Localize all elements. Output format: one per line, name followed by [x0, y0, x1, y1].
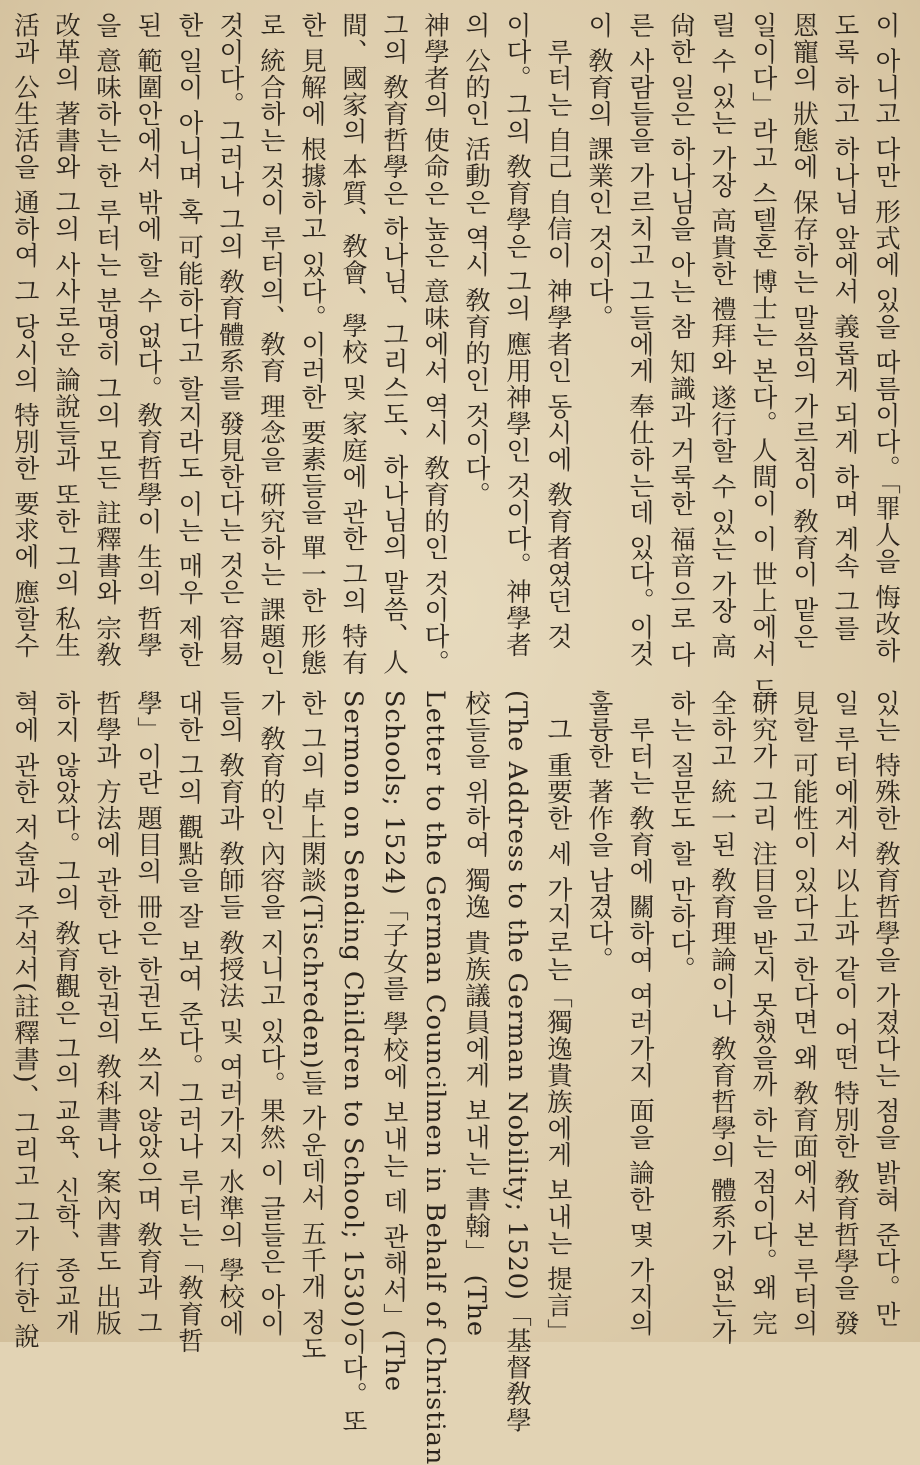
text-column: 도록 하고 하나님 앞에서 義롭게 되게 하며 계속 그를 — [830, 12, 860, 642]
text-column: 대한 그의 觀點을 잘 보여 준다。그러나 루터는「敎育哲 — [174, 690, 204, 1355]
text-column: 恩寵의 狀態에 保存하는 말씀의 가르침이 敎育이 맡은 — [789, 12, 819, 650]
text-column: 된 範圍안에서 밖에 할 수 없다。敎育哲學이 生의 哲學 — [133, 12, 163, 659]
text-column: 校들을 위하여 獨逸 貴族議員에게 보내는 書翰」 (The — [461, 690, 491, 1338]
text-column: 하지 않았다。그의 敎育觀은 그의 교육、신학、종교개 — [51, 690, 81, 1336]
text-column: 硏究가 그리 注目을 받지 못했을까 하는 점이다。왜 完 — [748, 690, 778, 1337]
text-column: 루터는 自己 自信이 神學者인 동시에 敎育者였던 것 — [543, 12, 573, 650]
text-column: 루터는 敎育에 關하여 여러가지 面을 論한 몇 가지의 — [625, 690, 655, 1337]
upper-text-block — [10, 12, 906, 703]
text-column: 그의 敎育哲學은 하나님、그리스도、하나님의 말씀、人 — [379, 12, 409, 676]
text-column: 가 敎育的인 內容을 지니고 있다。果然 이 글들은 아이 — [256, 690, 286, 1337]
text-column: 일 루터에게서 以上과 같이 어떤 特別한 敎育哲學을 發 — [830, 690, 860, 1337]
text-column: (The Address to the German Nobility; 1520)「基督敎學 — [502, 690, 532, 1434]
text-column: 한 그의 卓上閑談(Tischreden)들 가운데서 五千개 정도 — [297, 690, 327, 1362]
text-column: 하는 질문도 할 만하다。 — [666, 690, 696, 983]
text-column: 見할 可能性이 있다고 한다면 왜 敎育面에서 본 루터의 — [789, 690, 819, 1337]
text-column: 改革의 著書와 그의 사사로운 論說들과 또한 그의 私生 — [51, 12, 81, 659]
text-column: 의 公的인 活動은 역시 敎育的인 것이다。 — [461, 12, 491, 509]
text-column: Schools; 1524)「子女를 學校에 보내는 데 관해서」(The — [379, 690, 409, 1393]
text-column: 른 사람들을 가르치고 그들에게 奉仕하는데 있다。이것 — [625, 12, 655, 668]
text-column: 活과 公生活을 通하여 그 당시의 特別한 要求에 應할수 — [10, 12, 40, 659]
text-column: 全하고 統一된 敎育理論이나 敎育哲學의 體系가 없는가 — [707, 690, 737, 1346]
text-column: 것이다。그러나 그의 敎育體系를 發見한다는 것은 容易 — [215, 12, 245, 668]
lower-text-block — [10, 690, 906, 1465]
text-column: 神學者의 使命은 높은 意味에서 역시 敎育的인 것이다。 — [420, 12, 450, 677]
text-column: 일이다」라고 스텔혼 博士는 본다。人間이 이 世上에서 드 — [748, 12, 778, 703]
text-column: Sermon on Sending Children to School; 1530)이다。또 — [338, 690, 368, 1435]
text-column: 이 敎育의 課業인 것이다。 — [584, 12, 614, 331]
text-column: 한 일이 아니며 혹 可能하다고 할지라도 이는 매우 제한 — [174, 12, 204, 668]
text-column: 을 意味하는 한 루터는 분명히 그의 모든 註釋書와 宗敎 — [92, 12, 122, 668]
section-gap — [30, 670, 890, 671]
text-column: 學」이란 題目의 冊은 한권도 쓰지 않았으며 敎育과 그 — [133, 690, 163, 1337]
text-column: Letter to the German Councilmen in Behalf of Christian — [420, 690, 450, 1465]
text-column: 한 見解에 根據하고 있다。이러한 要素들을 單一한 形態 — [297, 12, 327, 677]
text-column: 이다。그의 敎育學은 그의 應用神學인 것이다。神學者 — [502, 12, 532, 658]
text-column: 이 아니고 다만 形式에 있을 따름이다。「罪人을 悔改하 — [871, 12, 901, 664]
text-column: 훌륭한 著作을 남겼다。 — [584, 690, 614, 974]
text-column: 있는 特殊한 敎育哲學을 가졌다는 점을 밝혀 준다。만 — [871, 690, 901, 1328]
text-column: 로 統合하는 것이 루터의、敎育 理念을 硏究하는 課題인 — [256, 12, 286, 677]
text-column: 들의 敎育과 敎師들 敎授法 및 여러가지 水準의 學校에 — [215, 690, 245, 1337]
text-column: 릴 수 있는 가장 高貴한 禮拜와 遂行할 수 있는 가장 高 — [707, 12, 737, 660]
text-column: 間、國家의 本質、敎會、學校 및 家庭에 관한 그의 特有 — [338, 12, 368, 677]
text-column: 哲學과 方法에 관한 단 한권의 敎科書나 案內書도 出版 — [92, 690, 122, 1337]
text-column: 혁에 관한 저술과 주석서(註釋書)、그리고 그가 行한 說 — [10, 690, 40, 1350]
text-column: 그 重要한 세 가지로는「獨逸貴族에게 보내는 提言」 — [543, 690, 573, 1346]
text-column: 尙한 일은 하나님을 아는 참 知識과 거룩한 福音으로 다 — [666, 12, 696, 668]
